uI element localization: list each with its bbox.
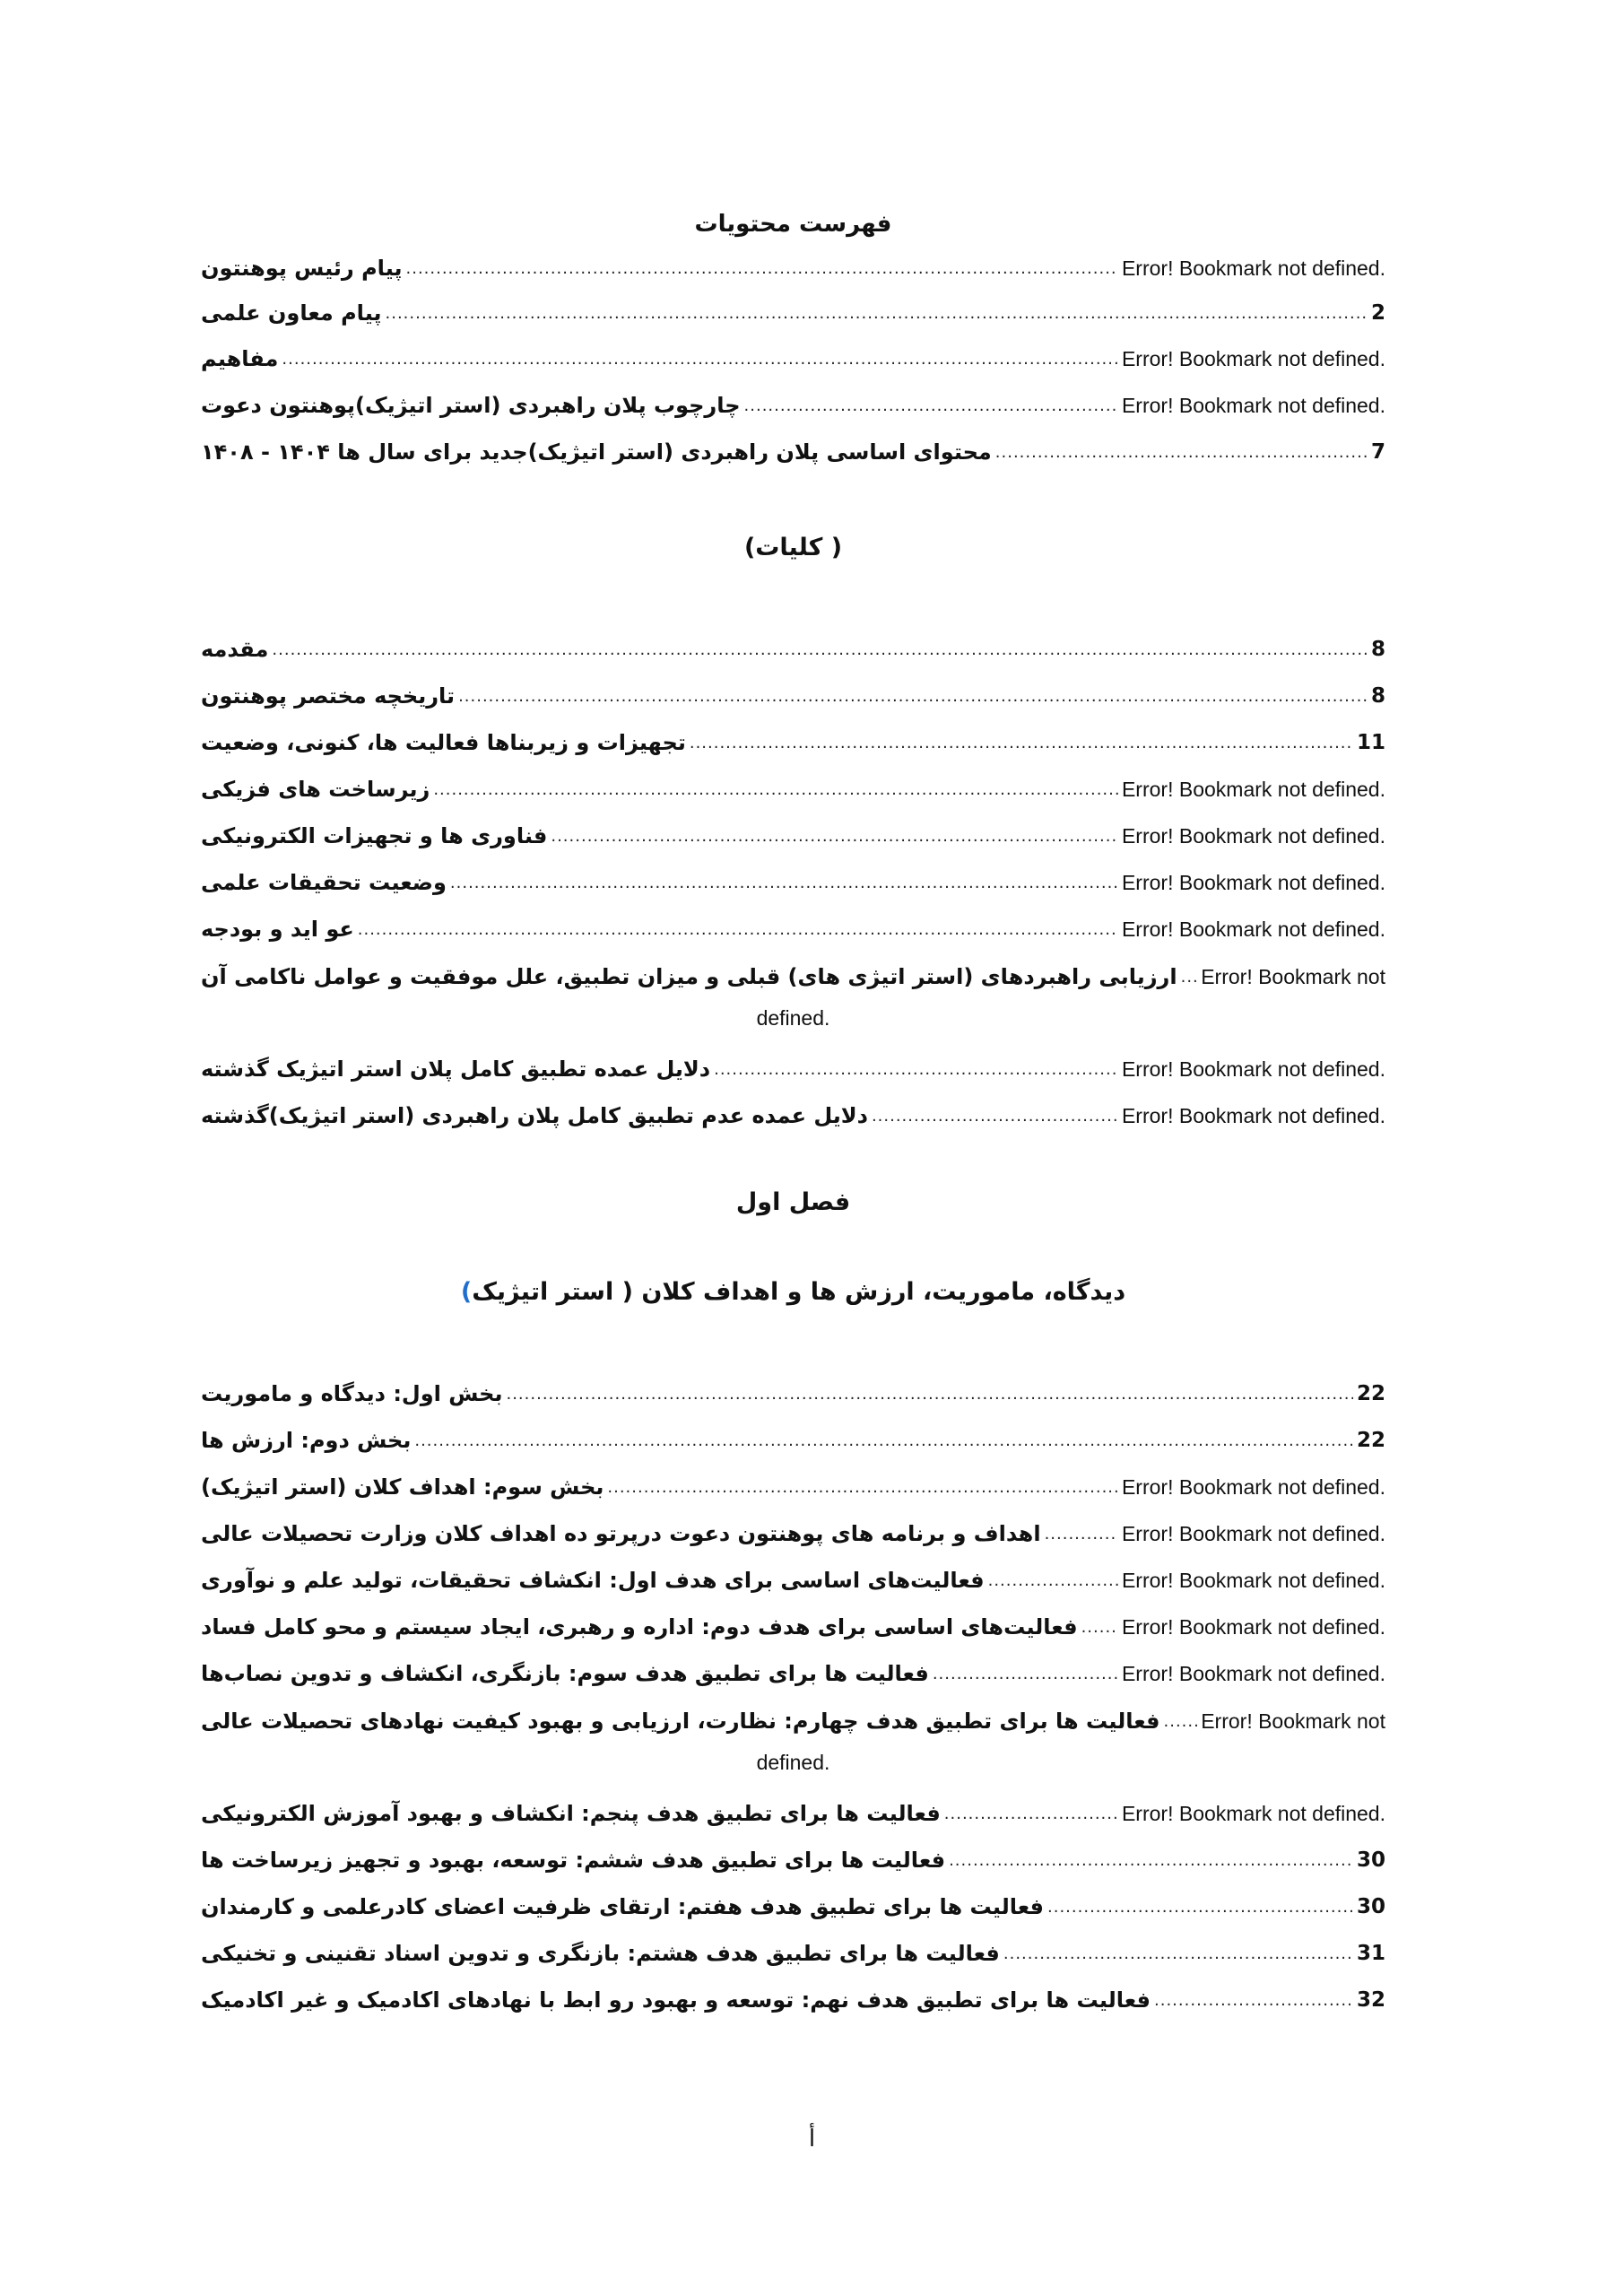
toc-entry-ref: Error! Bookmark not defined. — [1121, 1057, 1385, 1082]
toc-entry-ref: 30 — [1356, 1848, 1385, 1873]
toc-entry-title: فعالیت ها برای تطبیق هدف چهارم: نظارت، ارزیابی و بهبود کیفیت نهادهای تحصیلات عالی — [201, 1708, 1160, 1734]
toc-entry[interactable] — [201, 1792, 1385, 1828]
toc-entry-ref: 8 — [1370, 684, 1385, 709]
toc-entry-title: زیرساخت های فزیکی — [201, 776, 430, 802]
toc-entry-ref: Error! Bookmark not defined. — [1121, 394, 1385, 418]
toc-entry-ref: 22 — [1356, 1382, 1385, 1406]
toc-entry-title: فعالیت ها برای تطبیق هدف ششم: توسعه، بهبود و تجهیز زیرساخت ها — [201, 1847, 946, 1873]
toc-entry[interactable] — [201, 768, 1385, 804]
toc-entry-title: وضعیت تحقیقات علمی — [201, 869, 447, 895]
toc-entry-ref: Error! Bookmark not defined. — [1121, 1569, 1385, 1593]
section-heading-generalities: ( کلیات) — [743, 534, 843, 561]
toc-leader-dots — [872, 1109, 1118, 1125]
toc-entry-ref: 11 — [1356, 731, 1385, 755]
toc-entry[interactable] — [201, 908, 1385, 944]
toc-entry-title: بخش دوم: ارزش ها — [201, 1427, 412, 1453]
toc-entry-title: بخش اول: دیدگاه و ماموریت — [201, 1380, 503, 1406]
toc-entry[interactable] — [201, 1652, 1385, 1688]
toc-leader-dots — [506, 1387, 1353, 1403]
toc-entry[interactable] — [201, 1419, 1385, 1455]
toc-entry-ref: Error! Bookmark not defined. — [1121, 1475, 1385, 1500]
toc-entry-ref-continuation: defined. — [756, 1751, 830, 1774]
toc-entry-title: فناوری ها و تجهیزات الکترونیکی — [201, 822, 548, 848]
chapter-heading: فصل اول — [735, 1188, 851, 1216]
toc-entry[interactable] — [201, 1932, 1385, 1968]
toc-entry-ref: Error! Bookmark not defined. — [1121, 1522, 1385, 1546]
toc-leader-dots — [714, 1062, 1118, 1078]
toc-entry[interactable] — [201, 674, 1385, 710]
toc-entry-title: پیام رئیس پوهنتون — [201, 255, 403, 281]
toc-entry-ref: Error! Bookmark not defined. — [1121, 1104, 1385, 1128]
toc-entry-title: پیام معاون علمی — [201, 300, 382, 326]
toc-entry-ref: Error! Bookmark not — [1201, 965, 1385, 989]
toc-entry[interactable] — [201, 1700, 1385, 1735]
toc-entry-title: فعالیت ها برای تطبیق هدف نهم: توسعه و بهبود رو ابط با نهادهای اکادمیک و غیر اکادمیک — [201, 1987, 1151, 2013]
toc-entry-title: دلایل عمده تطبیق کامل پلان استر اتیژیک گذشته — [201, 1056, 711, 1082]
toc-entry[interactable] — [201, 1839, 1385, 1874]
toc-entry[interactable] — [201, 628, 1385, 664]
toc-leader-dots — [1181, 970, 1198, 986]
toc-entry-ref: Error! Bookmark not defined. — [1121, 257, 1385, 281]
chapter-subheading — [201, 1278, 1385, 1306]
toc-leader-dots — [406, 261, 1118, 277]
toc-entry-ref: Error! Bookmark not defined. — [1121, 347, 1385, 371]
toc-leader-dots — [988, 1573, 1118, 1589]
toc-entry[interactable] — [201, 1885, 1385, 1921]
toc-leader-dots — [358, 922, 1118, 938]
toc-entry-ref: Error! Bookmark not defined. — [1121, 1802, 1385, 1826]
toc-entry[interactable] — [201, 814, 1385, 850]
toc-entry-title: بخش سوم: اهداف کلان (استر اتیژیک) — [201, 1474, 604, 1500]
toc-entry[interactable] — [201, 1048, 1385, 1083]
toc-entry[interactable] — [201, 1512, 1385, 1548]
toc-entry-title: اهداف و برنامه های پوهنتون دعوت درپرتو ده اهداف کلان وزارت تحصیلات عالی — [201, 1520, 1041, 1546]
toc-leader-dots — [1154, 1993, 1353, 2009]
toc-entry-ref: Error! Bookmark not — [1201, 1709, 1385, 1734]
toc-entry[interactable] — [201, 721, 1385, 757]
toc-entry[interactable] — [201, 430, 1385, 466]
toc-entry-title: دلایل عمده عدم تطبیق کامل پلان راهبردی (استر اتیژیک)گذشته — [201, 1102, 868, 1128]
toc-entry-title: ارزیابی راهبردهای (استر اتیژی های) قبلی و میزان تطبیق، علل موفقیت و عوامل ناکامی آن — [201, 963, 1177, 989]
toc-entry-ref: Error! Bookmark not defined. — [1121, 918, 1385, 942]
toc-leader-dots — [995, 445, 1368, 461]
toc-entry-ref: Error! Bookmark not defined. — [1121, 1662, 1385, 1686]
toc-entry-title: مفاهیم — [201, 345, 279, 371]
toc-leader-dots — [386, 306, 1368, 322]
toc-leader-dots — [272, 642, 1368, 658]
toc-entry-title: فعالیت ها برای تطبیق هدف سوم: بازنگری، انکشاف و تدوین نصاب‌ها — [201, 1660, 929, 1686]
toc-leader-dots — [414, 1433, 1353, 1449]
toc-leader-dots — [551, 829, 1118, 845]
toc-entry-title: فعالیت ها برای تطبیق هدف پنجم: انکشاف و بهبود آموزش الکترونیکی — [201, 1800, 941, 1826]
toc-entry[interactable] — [201, 1605, 1385, 1641]
toc-entry-ref-continuation: defined. — [756, 1006, 830, 1030]
toc-entry[interactable] — [201, 384, 1385, 420]
toc-entry[interactable] — [201, 1372, 1385, 1408]
toc-entry-title: تاریخچه مختصر پوهنتون — [201, 683, 456, 709]
toc-entry[interactable] — [201, 337, 1385, 373]
toc-entry-ref: Error! Bookmark not defined. — [1121, 1615, 1385, 1639]
toc-entry[interactable] — [201, 1979, 1385, 2014]
toc-entry-ref: 22 — [1356, 1429, 1385, 1453]
toc-leader-dots — [944, 1806, 1118, 1822]
toc-entry-ref: 32 — [1356, 1988, 1385, 2013]
toc-heading: فهرست محتویات — [694, 211, 892, 238]
toc-entry-title: مقدمه — [201, 636, 269, 662]
toc-leader-dots — [744, 398, 1118, 414]
toc-entry-title: فعالیت‌های اساسی برای هدف دوم: اداره و رهبری، ایجاد سیستم و محو کامل فساد — [201, 1613, 1078, 1639]
toc-entry[interactable] — [201, 955, 1385, 991]
toc-leader-dots — [282, 352, 1118, 368]
toc-entry[interactable] — [201, 247, 1385, 283]
toc-leader-dots — [433, 782, 1118, 798]
toc-leader-dots — [1047, 1900, 1353, 1916]
toc-entry-ref: 30 — [1356, 1895, 1385, 1919]
toc-entry-title: تجهیزات و زیربناها فعالیت ها، کنونی، وضعیت — [201, 729, 686, 755]
toc-leader-dots — [607, 1480, 1118, 1496]
toc-entry-title: عو اید و بودجه — [201, 916, 354, 942]
toc-entry-ref: 7 — [1370, 440, 1385, 465]
toc-entry-title: فعالیت ها برای تطبیق هدف هفتم: ارتقای ظرفیت اعضای کادرعلمی و کارمندان — [201, 1893, 1045, 1919]
toc-leader-dots — [1081, 1620, 1118, 1636]
toc-entry-ref: Error! Bookmark not defined. — [1121, 871, 1385, 895]
toc-leader-dots — [933, 1666, 1118, 1683]
toc-leader-dots — [1003, 1946, 1353, 1962]
toc-leader-dots — [450, 875, 1118, 891]
toc-leader-dots — [1045, 1526, 1118, 1543]
toc-entry-title: فعالیت‌های اساسی برای هدف اول: انکشاف تحقیقات، تولید علم و نوآوری — [201, 1567, 985, 1593]
toc-entry-ref: Error! Bookmark not defined. — [1121, 824, 1385, 848]
toc-leader-dots — [458, 689, 1368, 705]
page-number: أ — [808, 2126, 816, 2152]
toc-entry[interactable] — [201, 1465, 1385, 1501]
toc-entry-ref: 31 — [1356, 1942, 1385, 1966]
toc-leader-dots — [1164, 1714, 1198, 1730]
toc-entry-ref: Error! Bookmark not defined. — [1121, 778, 1385, 802]
toc-entry-ref: 8 — [1370, 638, 1385, 662]
toc-leader-dots — [690, 735, 1353, 752]
chapter-subheading-text: دیدگاه، ماموریت، ارزش ها و اهداف کلان ( استر اتیژیک — [472, 1278, 1126, 1306]
toc-entry-title: فعالیت ها برای تطبیق هدف هشتم: بازنگری و تدوین اسناد تقنینی و تخنیکی — [201, 1940, 1000, 1966]
toc-entry[interactable] — [201, 1559, 1385, 1595]
chapter-subheading-bracket: ) — [460, 1278, 473, 1306]
toc-entry[interactable] — [201, 1094, 1385, 1130]
toc-entry-title: چارچوب پلان راهبردی (استر اتیژیک)پوهنتون دعوت — [201, 392, 741, 418]
toc-leader-dots — [949, 1853, 1353, 1869]
toc-entry[interactable] — [201, 861, 1385, 897]
toc-entry-title: محتوای اساسی پلان راهبردی (استر اتیژیک)جدید برای سال ها ۱۴۰۴ - ۱۴۰۸ — [201, 439, 992, 465]
toc-entry[interactable] — [201, 291, 1385, 327]
toc-entry-ref: 2 — [1370, 301, 1385, 326]
